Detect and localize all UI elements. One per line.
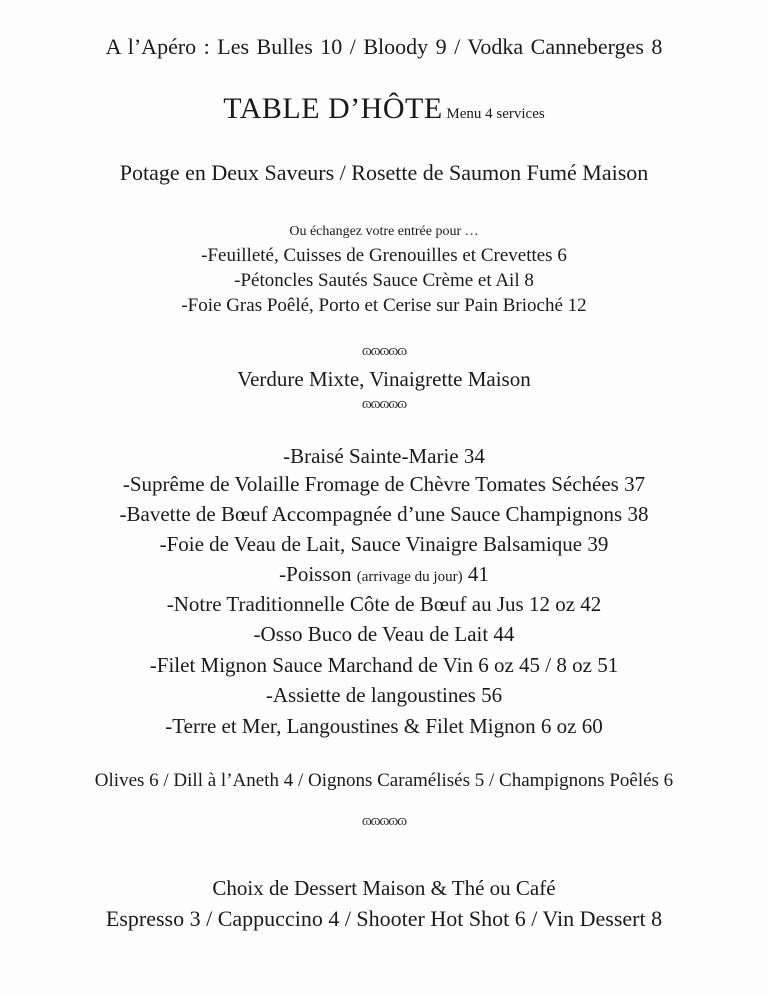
- dessert-line: Choix de Dessert Maison & Thé ou Café: [212, 876, 556, 900]
- main-dish: -Suprême de Volaille Fromage de Chèvre Tomates Séchées 37: [122, 472, 646, 496]
- apero-line: A l’Apéro : Les Bulles 10 / Bloody 9 / Vodka Canneberges 8: [105, 34, 663, 59]
- salad-line: Verdure Mixte, Vinaigrette Maison: [237, 367, 531, 391]
- main-dish: -Braisé Sainte-Marie 34: [283, 444, 485, 468]
- exchange-option: -Foie Gras Poêlé, Porto et Cerise sur Pain Brioché 12: [181, 295, 587, 316]
- exchange-option: -Pétoncles Sautés Sauce Crème et Ail 8: [234, 270, 534, 291]
- sides-line: Olives 6 / Dill à l’Aneth 4 / Oignons Caramélisés 5 / Champignons Poêlés 6: [94, 770, 674, 791]
- main-dish: [0, 562, 768, 587]
- exchange-note: Ou échangez votre entrée pour …: [289, 224, 479, 239]
- ornament-divider: ɷɷɷɷɷ: [361, 396, 407, 412]
- dish-name: -Poisson: [279, 562, 357, 586]
- main-dish: -Filet Mignon Sauce Marchand de Vin 6 oz 45 / 8 oz 51: [149, 653, 619, 677]
- main-dish: -Notre Traditionnelle Côte de Bœuf au Jus 12 oz 42: [166, 592, 602, 616]
- main-dish: -Osso Buco de Veau de Lait 44: [253, 622, 515, 646]
- main-dish: -Bavette de Bœuf Accompagnée d’une Sauce Champignons 38: [119, 502, 649, 526]
- drinks-line: Espresso 3 / Cappuccino 4 / Shooter Hot Shot 6 / Vin Dessert 8: [105, 906, 663, 931]
- main-dish: -Assiette de langoustines 56: [265, 683, 503, 707]
- ornament-divider: ɷɷɷɷɷ: [361, 813, 407, 829]
- dish-price: 41: [462, 562, 489, 586]
- ornament-divider: ɷɷɷɷɷ: [361, 343, 407, 359]
- title-main: TABLE D’HÔTE: [223, 92, 443, 125]
- title-sub: Menu 4 services: [442, 106, 545, 122]
- table-dhote-title: [0, 92, 768, 126]
- soup-line: Potage en Deux Saveurs / Rosette de Saumon Fumé Maison: [119, 160, 649, 185]
- exchange-option: -Feuilleté, Cuisses de Grenouilles et Crevettes 6: [201, 245, 567, 266]
- dish-note: (arrivage du jour): [356, 569, 463, 585]
- main-dish: -Terre et Mer, Langoustines & Filet Mignon 6 oz 60: [165, 714, 603, 738]
- main-dish: -Foie de Veau de Lait, Sauce Vinaigre Balsamique 39: [159, 532, 609, 556]
